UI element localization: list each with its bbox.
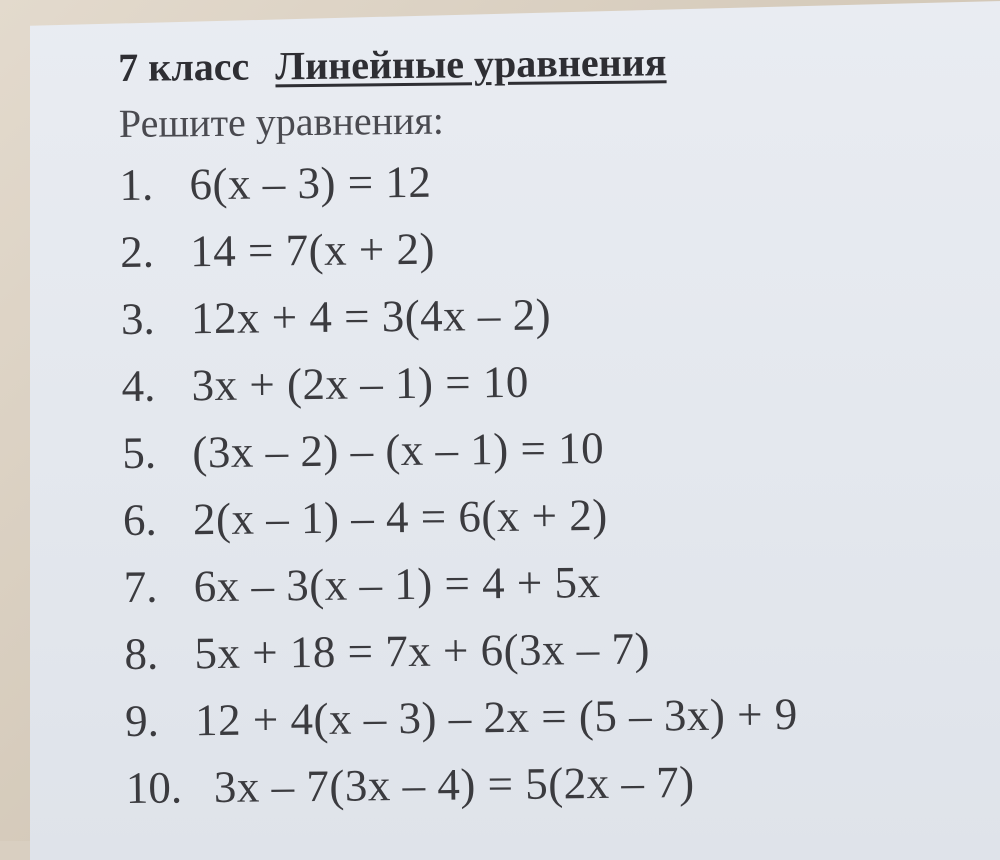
equation-number: 10. bbox=[125, 762, 183, 813]
equation-number: 8. bbox=[124, 628, 159, 679]
equation-item-8 bbox=[124, 612, 985, 688]
equation-item-4 bbox=[121, 344, 982, 420]
equation-number: 4. bbox=[121, 360, 156, 411]
equation-text: 3x – 7(3x – 4) = 5(2x – 7) bbox=[213, 757, 695, 813]
equation-text: 2(x – 1) – 4 = 6(x + 2) bbox=[192, 489, 608, 545]
equation-item-10 bbox=[125, 746, 986, 822]
equation-text: 6(x – 3) = 12 bbox=[189, 156, 432, 210]
equation-item-7 bbox=[123, 545, 984, 621]
topic-title: Линейные уравнения bbox=[275, 39, 667, 89]
instruction-text: Решите уравнения: bbox=[118, 97, 445, 146]
equation-text: 12x + 4 = 3(4x – 2) bbox=[190, 289, 552, 344]
equation-number: 6. bbox=[122, 494, 158, 545]
equation-number: 5. bbox=[122, 427, 157, 478]
equation-text: 14 = 7(x + 2) bbox=[189, 223, 436, 277]
worksheet-title bbox=[118, 31, 979, 96]
equation-item-9 bbox=[125, 679, 986, 755]
equation-item-2 bbox=[120, 210, 981, 286]
equation-text: (3x – 2) – (x – 1) = 10 bbox=[192, 422, 605, 478]
equation-number: 3. bbox=[120, 293, 155, 344]
equation-number: 7. bbox=[123, 561, 158, 612]
equation-item-6 bbox=[123, 478, 984, 554]
grade-label: 7 класс bbox=[118, 43, 250, 90]
equation-text: 5x + 18 = 7x + 6(3x – 7) bbox=[194, 623, 651, 679]
equation-number: 9. bbox=[124, 695, 160, 746]
equation-list bbox=[119, 143, 986, 822]
equation-text: 3x + (2x – 1) = 10 bbox=[191, 356, 530, 411]
equation-item-5 bbox=[122, 411, 983, 487]
equation-item-3 bbox=[121, 277, 982, 353]
equation-number: 1. bbox=[119, 159, 154, 210]
equation-number: 2. bbox=[119, 226, 155, 277]
equation-text: 6x – 3(x – 1) = 4 + 5x bbox=[193, 556, 601, 612]
equation-text: 12 + 4(x – 3) – 2x = (5 – 3x) + 9 bbox=[194, 688, 798, 746]
worksheet-content bbox=[118, 31, 986, 822]
equation-item-1 bbox=[119, 143, 980, 219]
